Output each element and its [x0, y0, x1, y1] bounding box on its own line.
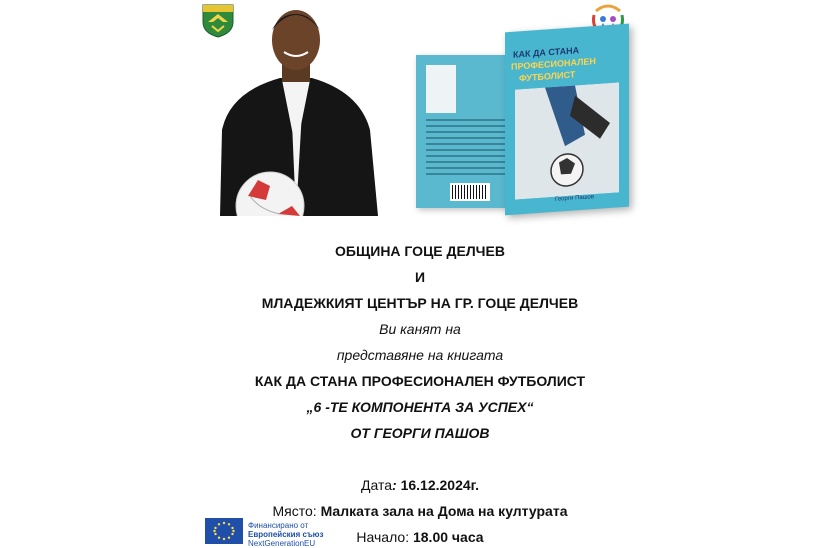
- book-front-cover: [505, 24, 629, 216]
- start-label: Начало:: [356, 529, 413, 545]
- book-author: ОТ ГЕОРГИ ПАШОВ: [350, 425, 490, 441]
- date-value: 16.12.2024г.: [396, 477, 479, 493]
- organizer-conjunction: И: [414, 269, 426, 285]
- book-title: КАК ДА СТАНА ПРОФЕСИОНАЛЕН ФУТБОЛИСТ: [254, 373, 586, 389]
- eu-funding-banner: [205, 518, 335, 548]
- place-value: Малката зала на Дома на културата: [320, 503, 568, 519]
- organizer-municipality: ОБЩИНА ГОЦЕ ДЕЛЧЕВ: [335, 243, 505, 259]
- book-cover-title-2: ПРОФЕСИОНАЛЕН: [511, 55, 596, 72]
- invite-text: Ви канят на: [379, 321, 461, 337]
- player-photo: [200, 0, 390, 216]
- back-cover-text: [426, 119, 514, 179]
- date-separator: :: [392, 477, 397, 493]
- book-cover-title-1: КАК ДА СТАНА: [513, 45, 580, 60]
- eu-line-2: Европейския съюз: [248, 530, 324, 539]
- date-label: Дата: [361, 477, 393, 493]
- event-date: [150, 476, 690, 494]
- barcode: [450, 183, 490, 201]
- presentation-text: представяне на книгата: [336, 347, 504, 363]
- eu-line-1: Финансирано от: [248, 521, 309, 530]
- book-cover-art: [515, 82, 619, 199]
- author-mini-photo: [426, 65, 456, 113]
- start-value: 18.00 часа: [412, 529, 484, 545]
- book-cover-title-3: ФУТБОЛИСТ: [519, 69, 576, 84]
- place-label: Място:: [272, 503, 321, 519]
- book-subtitle: „6 -ТЕ КОМПОНЕНТА ЗА УСПЕХ“: [306, 399, 534, 415]
- eu-flag-icon: [205, 518, 243, 544]
- organizer-youth-center: МЛАДЕЖКИЯТ ЦЕНТЪР НА ГР. ГОЦЕ ДЕЛЧЕВ: [261, 295, 579, 311]
- book-cover-author: Георги Пашов: [555, 194, 595, 203]
- eu-line-3: NextGenerationEU: [248, 539, 316, 548]
